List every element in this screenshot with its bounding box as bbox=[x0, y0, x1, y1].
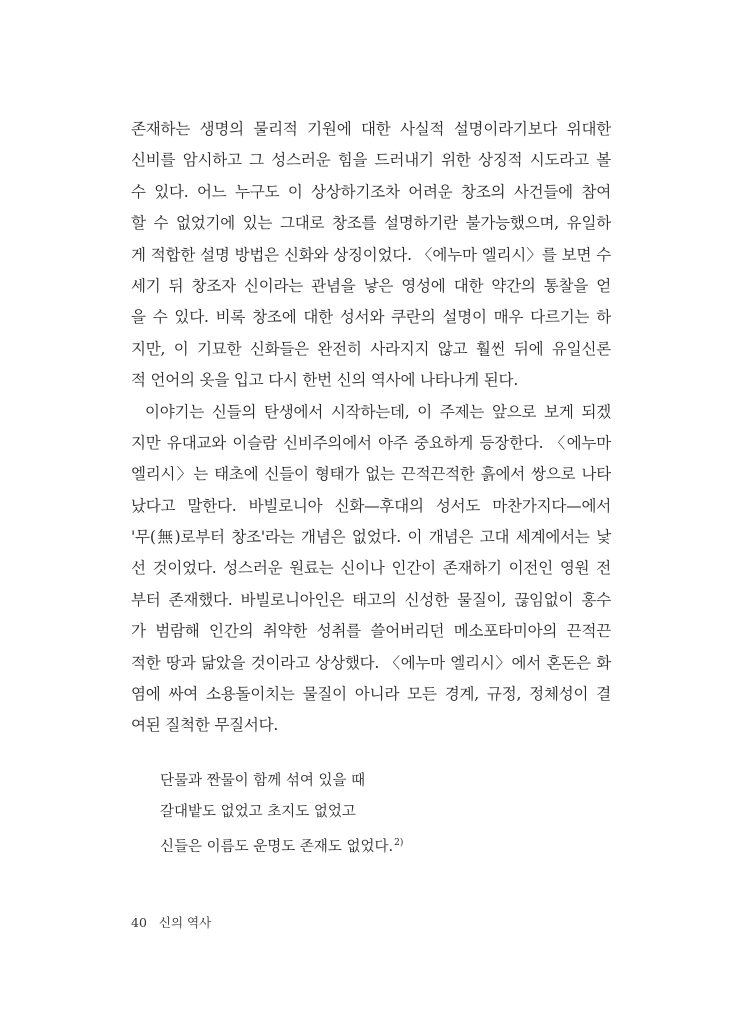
verse-line bbox=[160, 828, 580, 859]
text-line: 가 범람해 인간의 취약한 성취를 쓸어버리던 메소포타미아의 끈적끈 bbox=[131, 622, 611, 641]
text-line: 적 언어의 옷을 입고 다시 한번 신의 역사에 나타나게 된다. bbox=[131, 371, 519, 390]
text-line: 지만, 이 기묘한 신화들은 완전히 사라지지 않고 훨씬 뒤에 유일신론 bbox=[131, 339, 611, 358]
text-line: 지만 유대교와 이슬람 신비주의에서 아주 중요하게 등장한다. 〈에누마 bbox=[131, 433, 611, 452]
text-line: 염에 싸여 소용돌이치는 물질이 아니라 모든 경계, 규정, 정체성이 결 bbox=[131, 685, 611, 704]
verse-line: 갈대밭도 없었고 초지도 없었고 bbox=[160, 804, 356, 820]
text-line: 세기 뒤 창조자 신이라는 관념을 낳은 영성에 대한 약간의 통찰을 얻 bbox=[131, 276, 611, 295]
verse-quote bbox=[160, 766, 580, 859]
text-line: 적한 땅과 닮았을 것이라고 상상했다. 〈에누마 엘리시〉에서 혼돈은 화 bbox=[131, 653, 611, 672]
text-line: 엘리시〉는 태초에 신들이 형태가 없는 끈적끈적한 흙에서 쌍으로 나타 bbox=[131, 465, 611, 484]
text-line: 할 수 없었기에 있는 그대로 창조를 설명하기란 불가능했으며, 유일하 bbox=[131, 214, 611, 233]
text-line: 수 있다. 어느 누구도 이 상상하기조차 어려운 창조의 사건들에 참여 bbox=[131, 182, 611, 201]
text-line: 존재하는 생명의 물리적 기원에 대한 사실적 설명이라기보다 위대한 bbox=[131, 120, 611, 138]
text-line: 났다고 말한다. 바빌로니아 신화—후대의 성서도 마찬가지다—에서 bbox=[131, 496, 611, 515]
text-line: 게 적합한 설명 방법은 신화와 상징이었다. 〈에누마 엘리시〉를 보면 수 bbox=[131, 245, 611, 264]
page-footer bbox=[131, 913, 211, 931]
footnote-marker: 2) bbox=[394, 838, 404, 848]
text-line: 이야기는 신들의 탄생에서 시작하는데, 이 주제는 앞으로 보게 되겠 bbox=[145, 402, 611, 421]
text-line: 을 수 있다. 비록 창조에 대한 성서와 쿠란의 설명이 매우 다르기는 하 bbox=[131, 308, 611, 327]
text-line: 부터 존재했다. 바빌로니아인은 태고의 신성한 물질이, 끊임없이 홍수 bbox=[131, 590, 611, 609]
verse-line-text: 신들은 이름도 운명도 존재도 없었다. bbox=[160, 839, 394, 855]
verse-line: 단물과 짠물이 함께 섞여 있을 때 bbox=[160, 773, 366, 789]
body-text bbox=[131, 114, 611, 742]
text-line: 신비를 암시하고 그 성스러운 힘을 드러내기 위한 상징적 시도라고 볼 bbox=[131, 151, 611, 170]
page-number: 40 bbox=[131, 915, 147, 930]
book-title: 신의 역사 bbox=[158, 915, 212, 930]
text-line: '무(無)로부터 창조'라는 개념은 없었다. 이 개념은 고대 세계에서는 낯 bbox=[131, 528, 611, 547]
text-line: 선 것이었다. 성스러운 원료는 신이나 인간이 존재하기 이전인 영원 전 bbox=[131, 559, 611, 578]
text-line: 여된 질척한 무질서다. bbox=[131, 716, 279, 735]
